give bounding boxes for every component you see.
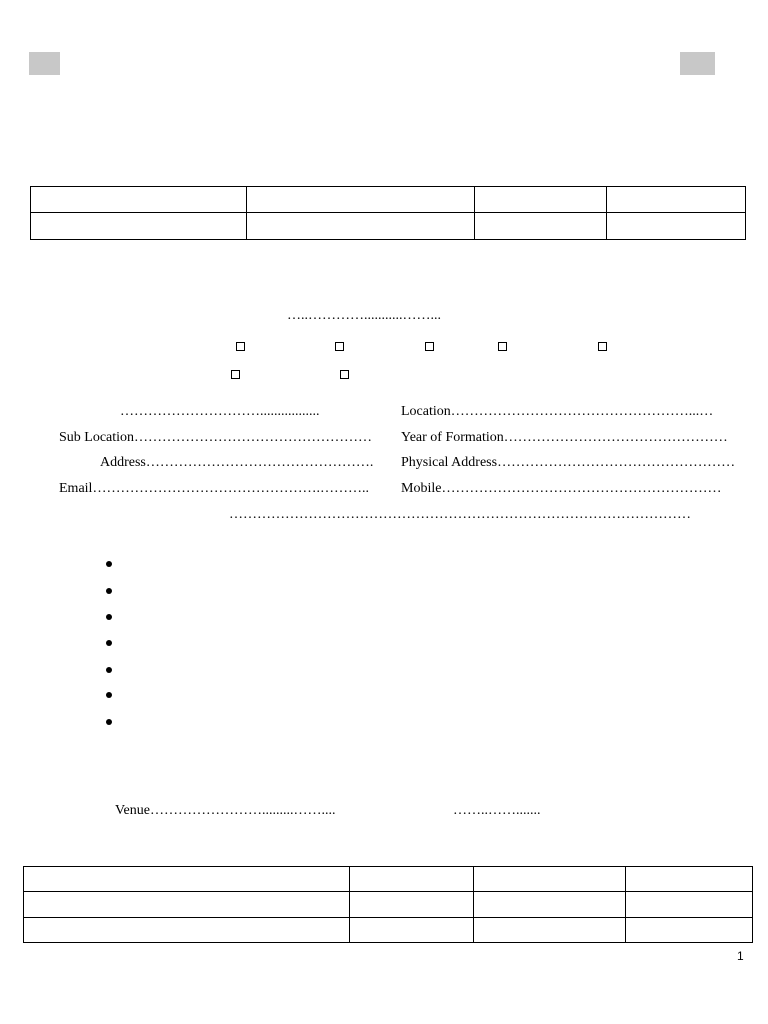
table-cell[interactable] — [607, 187, 746, 213]
bullet-point — [106, 588, 112, 594]
venue-dots[interactable]: …………………….........…….... — [150, 803, 336, 818]
table-cell[interactable] — [475, 187, 607, 213]
year-of-formation-label: Year of Formation — [401, 430, 504, 445]
table-cell[interactable] — [247, 213, 475, 240]
table-cell[interactable] — [31, 213, 247, 240]
bullet-point — [106, 614, 112, 620]
checkbox-option[interactable] — [598, 342, 607, 351]
table-cell[interactable] — [247, 187, 475, 213]
table-cell[interactable] — [474, 892, 626, 918]
mobile-label: Mobile — [401, 481, 442, 496]
checkbox-option[interactable] — [335, 342, 344, 351]
checkbox-option[interactable] — [340, 370, 349, 379]
address-label: Address — [100, 455, 146, 470]
mobile-field[interactable] — [401, 481, 721, 497]
physical-address-field[interactable] — [401, 455, 735, 471]
checkbox-option[interactable] — [425, 342, 434, 351]
address-field[interactable] — [100, 455, 373, 471]
bullet-point — [106, 692, 112, 698]
email-dots[interactable]: ………………………………………….……….. — [92, 481, 369, 496]
table-cell[interactable] — [626, 892, 753, 918]
bullet-point — [106, 561, 112, 567]
long-dotted-field[interactable]: ……………………………………………………………………………………… — [229, 507, 691, 522]
venue-field[interactable] — [115, 803, 336, 819]
table-row — [24, 867, 753, 892]
header-logo-left — [29, 52, 60, 75]
table-cell[interactable] — [475, 213, 607, 240]
table-cell[interactable] — [24, 867, 350, 892]
field-name-dots[interactable]: …………………………................. — [120, 404, 320, 419]
physical-address-dots[interactable]: …………………………………………… — [497, 455, 736, 470]
sub-location-label: Sub Location — [59, 430, 135, 445]
dotted-field-top[interactable]: …..…………...........……... — [287, 308, 441, 323]
table-cell[interactable] — [350, 892, 474, 918]
mobile-dots[interactable]: …………………………………………………… — [441, 481, 722, 496]
bullet-point — [106, 719, 112, 725]
sub-location-dots[interactable]: …………………………………………… — [134, 430, 373, 445]
email-field[interactable] — [59, 481, 369, 497]
header-logo-right — [680, 52, 715, 75]
sub-location-field[interactable] — [59, 430, 372, 446]
location-dots[interactable]: ……………………………………………...… — [450, 404, 714, 419]
table-row — [31, 187, 746, 213]
table-cell[interactable] — [626, 918, 753, 943]
table-cell[interactable] — [626, 867, 753, 892]
location-field[interactable] — [401, 404, 713, 420]
table-row — [24, 918, 753, 943]
table-row — [31, 213, 746, 240]
year-of-formation-field[interactable] — [401, 430, 728, 446]
table-cell[interactable] — [24, 918, 350, 943]
venue-right-dots[interactable]: ……..……....... — [453, 803, 541, 818]
year-of-formation-dots[interactable]: ………………………………………… — [503, 430, 728, 445]
location-label: Location — [401, 404, 451, 419]
table-cell[interactable] — [31, 187, 247, 213]
checkbox-option[interactable] — [236, 342, 245, 351]
checkbox-option[interactable] — [498, 342, 507, 351]
table-cell[interactable] — [24, 892, 350, 918]
table-cell[interactable] — [607, 213, 746, 240]
physical-address-label: Physical Address — [401, 455, 498, 470]
table-cell[interactable] — [350, 918, 474, 943]
venue-label: Venue — [115, 803, 150, 818]
email-label: Email — [59, 481, 93, 496]
bullet-point — [106, 667, 112, 673]
table-cell[interactable] — [474, 918, 626, 943]
bottom-table — [23, 866, 753, 943]
table-cell[interactable] — [474, 867, 626, 892]
address-dots[interactable]: …………………………………………. — [145, 455, 374, 470]
table-row — [24, 892, 753, 918]
page-number: 1 — [737, 949, 744, 963]
checkbox-option[interactable] — [231, 370, 240, 379]
bullet-point — [106, 640, 112, 646]
table-cell[interactable] — [350, 867, 474, 892]
top-table — [30, 186, 746, 240]
